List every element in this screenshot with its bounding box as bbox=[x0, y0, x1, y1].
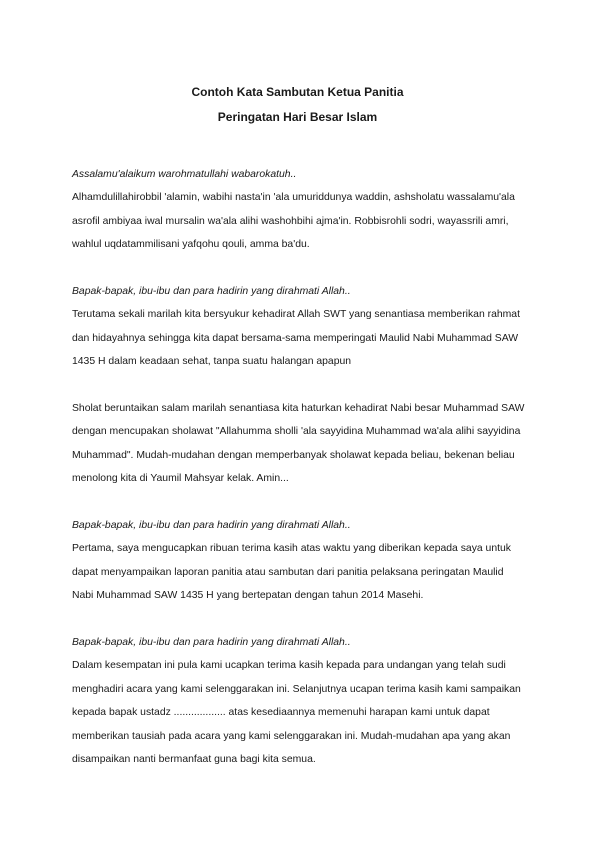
document-subtitle: Peringatan Hari Besar Islam bbox=[217, 110, 378, 124]
paragraph-4: Pertama, saya mengucapkan ribuan terima kasih atas waktu yang diberikan kepada saya untuk dapat menyampaikan laporan panitia atau sambutan dari panitia pelaksana peringatan Maulid Nabi Muhammad SAW 1435 H yang bertepatan dengan tahun 2014 Masehi. bbox=[72, 543, 511, 602]
salutation-4: Bapak-bapak, ibu-ibu dan para hadirin yang dirahmati Allah.. bbox=[72, 637, 351, 649]
paragraph-spacer bbox=[72, 257, 527, 280]
paragraph-spacer bbox=[72, 374, 527, 397]
paragraph-5: Dalam kesempatan ini pula kami ucapkan terima kasih kepada para undangan yang telah sudi menghadiri acara yang kami selenggarakan ini. Selanjutnya ucapan terima kasih kami sampaikan kepada bapak ustadz .................. atas kesediaannya memenuhi harapan kami untuk dapat memberikan tausiah pada acara yang kami selenggarakan ini. Mudah-mudahan apa yang akan disampaikan nanti bermanfaat guna bagi kita semua. bbox=[72, 660, 521, 766]
paragraph-3: Sholat beruntaikan salam marilah senantiasa kita haturkan kehadirat Nabi besar Muhammad SAW dengan mencupakan sholawat "Allahumma sholli 'ala sayyidina Muhammad wa'ala alihi sayyidina Muhammad". Mudah-mudahan dengan memperbanyak sholawat kepada beliau, bekenan beliau menolong kita di Yaumil Mahsyar kelak. Amin... bbox=[72, 403, 525, 485]
salutation-2: Bapak-bapak, ibu-ibu dan para hadirin yang dirahmati Allah.. bbox=[72, 286, 351, 298]
opening-paragraph: Alhamdulillahirobbil 'alamin, wabihi nasta'in 'ala umuriddunya waddin, ashsholatu wassalamu'ala asrofil ambiyaa iwal mursalin wa'ala alihi washohbihi ajma'in. Robbisrohli sodri, wayassrili amri, wahlul uqdatammilisani yafqohu qouli, amma ba'du. bbox=[72, 192, 515, 251]
opening-salutation: Assalamu'alaikum warohmatullahi wabarokatuh.. bbox=[72, 169, 297, 180]
paragraph-2: Terutama sekali marilah kita bersyukur kehadirat Allah SWT yang senantiasa memberikan rahmat dan hidayahnya sehingga kita dapat bersama-sama memperingati Maulid Nabi Muhammad SAW 1435 H dalam keadaan sehat, tanpa suatu halangan apapun bbox=[72, 309, 520, 368]
paragraph-spacer bbox=[72, 608, 527, 631]
document-title: Contoh Kata Sambutan Ketua Panitia bbox=[191, 85, 404, 99]
paragraph-spacer bbox=[72, 491, 527, 514]
document-body bbox=[72, 163, 527, 772]
salutation-3: Bapak-bapak, ibu-ibu dan para hadirin yang dirahmati Allah.. bbox=[72, 520, 351, 532]
